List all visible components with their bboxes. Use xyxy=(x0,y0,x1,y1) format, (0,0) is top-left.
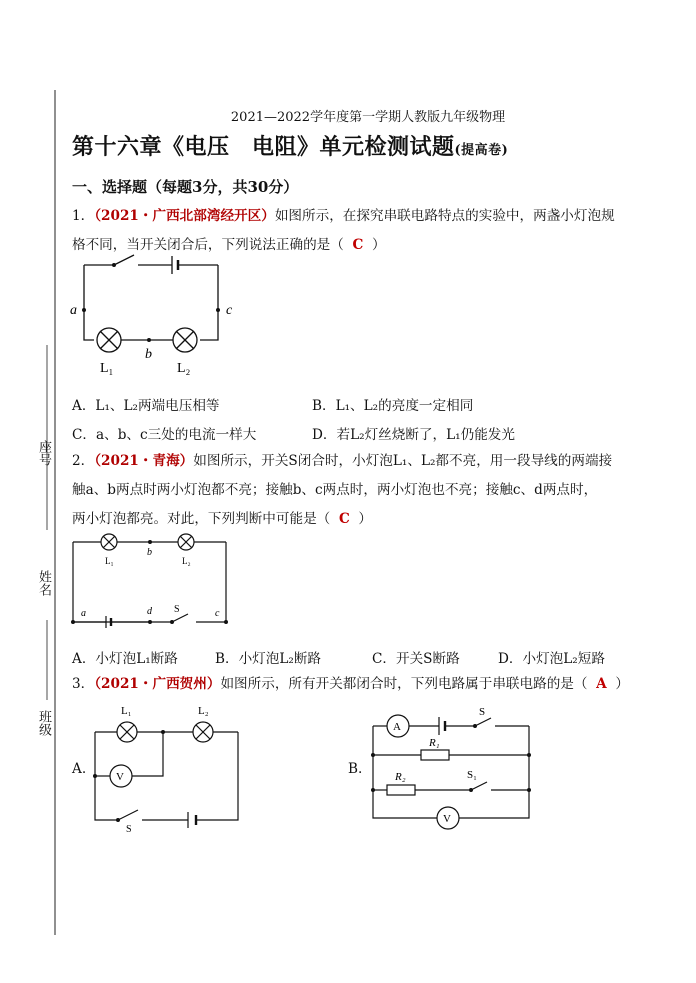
label-b: b xyxy=(145,347,152,362)
label-L2: L₂ xyxy=(198,705,209,717)
page-title: 第十六章《电压 电阻》单元检测试题(提高卷) xyxy=(72,134,509,160)
label-c: c xyxy=(226,303,233,318)
answer: C xyxy=(352,237,364,253)
label-L1: L₁ xyxy=(100,361,114,376)
question-source: （2021・广西北部湾经开区） xyxy=(94,208,275,224)
voltmeter-label: V xyxy=(116,771,124,783)
label-L1: L₁ xyxy=(105,556,114,566)
circuit-figure-3b xyxy=(365,702,540,832)
q1-option-a: A．L₁、L₂两端电压相等 xyxy=(72,398,220,414)
question-source: （2021・广西贺州） xyxy=(94,676,221,692)
class-label: 班级 xyxy=(36,710,51,736)
question-2: 2．（2021・青海）如图所示，开关S闭合时，小灯泡L₁、L₂都不亮，用一段导线的两端接 触a、b两点时两小灯泡都不亮；接触b、c两点时，两小灯泡也不亮；接触c、d两点时， 两小灯泡都亮。对此，下列判断中可能是（ C ） xyxy=(72,453,613,527)
section-heading: 一、选择题（每题3分，共30分） xyxy=(72,178,299,196)
q2-option-c: C．开关S断路 xyxy=(372,651,460,667)
q1-option-b: B．L₁、L₂的亮度一定相同 xyxy=(312,398,474,414)
q2-option-b: B．小灯泡L₂断路 xyxy=(215,651,322,667)
question-3: 3．（2021・广西贺州）如图所示，所有开关都闭合时，下列电路属于串联电路的是（ A ） xyxy=(72,676,629,692)
label-R2: R₂ xyxy=(395,771,406,783)
label-R1: R₁ xyxy=(429,737,440,749)
circuit-figure-2 xyxy=(68,532,233,632)
circuit-figure-3a xyxy=(88,698,248,833)
label-L2: L₂ xyxy=(182,556,191,566)
label-a: a xyxy=(81,608,86,619)
seat-label: 座号 xyxy=(36,440,51,466)
label-S: S xyxy=(126,824,132,833)
name-label: 姓名 xyxy=(36,570,51,596)
ammeter-label: A xyxy=(393,721,401,733)
q1-option-c: C．a、b、c三处的电流一样大 xyxy=(72,427,257,443)
label-c: c xyxy=(215,608,220,619)
q3-option-a: A. xyxy=(72,761,87,777)
label-d: d xyxy=(147,606,152,617)
q3-option-b: B. xyxy=(348,761,363,777)
q2-option-d: D．小灯泡L₂短路 xyxy=(498,651,605,667)
question-1: 1．（2021・广西北部湾经开区）如图所示，在探究串联电路特点的实验中，两盏小灯泡规 格不同，当开关闭合后，下列说法正确的是（ C ） xyxy=(72,208,615,253)
label-L1: L₁ xyxy=(121,705,132,717)
answer: A xyxy=(596,676,607,692)
label-a: a xyxy=(70,303,77,318)
question-source: （2021・青海） xyxy=(94,453,194,469)
title-suffix: (提高卷) xyxy=(454,143,509,158)
circuit-figure-1 xyxy=(66,250,246,380)
subtitle: 2021—2022学年度第一学期人教版九年级物理 xyxy=(230,110,506,125)
q1-option-d: D．若L₂灯丝烧断了，L₁仍能发光 xyxy=(312,427,515,443)
answer: C xyxy=(338,511,350,527)
binding-margin xyxy=(0,0,70,983)
voltmeter-label: V xyxy=(443,813,451,825)
label-S: S xyxy=(479,706,486,718)
label-S1: S₁ xyxy=(467,769,477,781)
label-L2: L₂ xyxy=(177,361,191,376)
q2-option-a: A．小灯泡L₁断路 xyxy=(72,651,178,667)
label-S: S xyxy=(174,604,180,615)
label-b: b xyxy=(147,547,152,558)
